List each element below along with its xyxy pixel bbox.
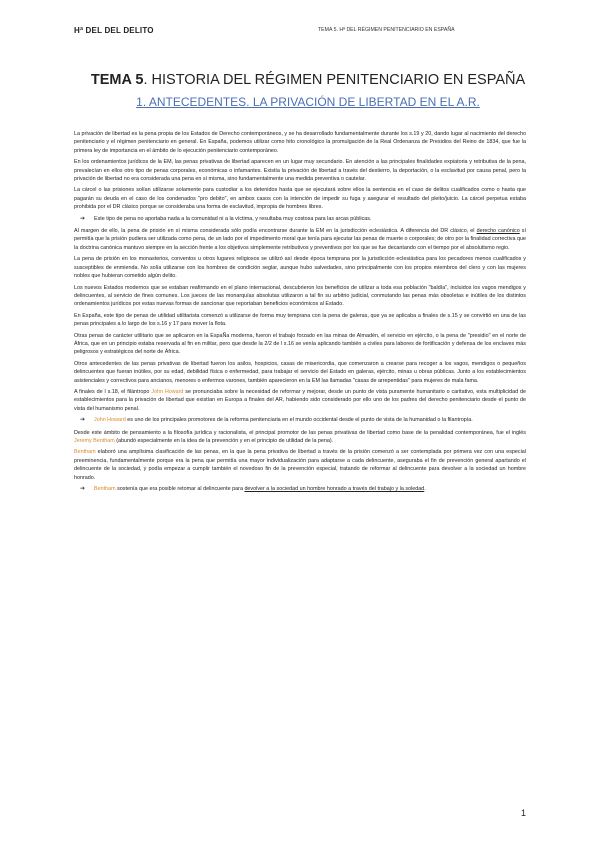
arrow-bullet-icon: ➔ (80, 486, 86, 493)
bullet-2-text: es uno de los principales promotores de la reforma penitenciaria en el mundo occidental desde el punto de vista de la humanidad o la filantropía. (125, 417, 473, 424)
name-bentham: Bentham (74, 449, 96, 456)
paragraph-3: La cárcel o las prisiones solían utilizarse solamente para custodiar a los detenidos hasta que se ejecutará sobre ellos la sentencia en el caso de delitos cualificados como o hasta que pagarán su deuda en el caso de los condenados "pro debito", en ambos casos con la intención de impedir su fuga y asegurar el resultado del pleito/juicio. La cárcel perpetua estaba prohibida por el DR clásico porque se consideraba una forma de esclavitud, impropia de hombres libres. (74, 187, 526, 211)
bullet-3-start: sostenía que era posible retomar al delincuente para (115, 486, 245, 493)
paragraph-12 (74, 448, 526, 482)
name-bentham: Bentham (94, 486, 116, 493)
bullet-3-end: . (424, 486, 426, 493)
canon-law-term: derecho canónico (476, 228, 520, 235)
paragraph-12-text: elaboró una amplísima clasificación de las penas, en la que la pena privativa de libertad a través de la prisión comenzó a ser contemplada por primera vez con una especial preeminencia, fundamentalmente porque era la pena que permitía una mayor individualización para adaptarse a cada delincuente, aseguraba el fin de prevención general apartando el delincuente de la sociedad, y podía empezar a cumplir también el novedoso fin de la prevención especial, tratando de reformar al delincuente para devolver a la sociedad un hombre honrado. (74, 449, 526, 481)
paragraph-11-start: Desde este ámbito de pensamiento a la filosofía jurídica y racionalista, el principal promotor de las penas privativas de libertad como base de la penalidad contemporánea, fue el inglés (74, 429, 526, 436)
paragraph-8: Otras penas de carácter utilitario que se aplicaron en la EspaÑa moderna, fueron el trabajo forzado en las minas de Almadén, el servicio en ejército, o la pena de "presidio" en el norte de África, que en un principio estaba reservada al fin en militar, pero que desde la 2/2 de l s.16 se venía aplicando también a civiles para labores de fortificación y defensa de los enclaves más peligrosos y estratégicos del norte de África. (74, 332, 526, 356)
paragraph-5: La pena de prisión en los monasterios, conventos u otros lugares religiosos se utilizó así desde época temprana por la jurisdicción eclesiástica para los pecadores menos cualificados y susceptibles de enmienda. No solía utilizarse con los hombres de condición seglar, aunque hubo salvedades, sino principalmente con los propios miembros del clero y con las mujeres nobles que hubieran cometido algún delito. (74, 256, 526, 280)
name-bentham: Jeremy Bentham (74, 438, 115, 444)
paragraph-10-start: A finales de l s.18, el filántropo (74, 388, 152, 395)
name-howard: John Howard (151, 388, 184, 395)
paragraph-11 (74, 429, 526, 446)
page-number: 1 (521, 808, 527, 818)
underlined-phrase: devolver a la sociedad un hombre honrado a través del trabajo y la soledad (244, 486, 425, 493)
header-course-title: Hª DEL DEL DELITO (74, 26, 154, 35)
paragraph-7: En España, este tipo de penas de utilidad utilitarista comenzó a utilizarse de forma muy temprana con la pena de galeras, que ya se aplicaba a finales de s.15 y se convirtió en una de las penas principales a lo largo de los s.16 y 17 para mover la flota. (74, 312, 526, 328)
title-rest: . HISTORIA DEL RÉGIMEN PENITENCIARIO EN ESPAÑA (143, 72, 526, 88)
section-heading: 1. ANTECEDENTES. LA PRIVACIÓN DE LIBERTAD EN EL A.R. (136, 95, 480, 109)
document-body (74, 130, 526, 497)
title-prefix: TEMA 5 (90, 72, 144, 88)
paragraph-9: Otros antecedentes de las penas privativas de libertad fueron los asilos, hospicios, casas de misericordia, que comenzaron a crearse para recoger a los vagos, mendigos o pequeños delincuentes que fueran inútiles, por su edad, debilidad física o enfermedad, para trabajar el servicio del Estado en galeras, ejército, minas u obras públicas. Junto a los establecimientos asistenciales y correctivos para ancianos, menores o enfermos varones, también aparecieron en la EM las llamadas "casas de arrepentidas" para mujeres de mala fama. (74, 360, 526, 384)
bullet-item-3 (74, 485, 526, 493)
arrow-bullet-icon: ➔ (80, 215, 86, 222)
paragraph-1: La privación de libertad es la pena propia de los Estados de Derecho contemporáneos, y se ha desarrollado fundamentalmente durante los s.19 y 20, dando lugar al nacimiento del derecho penitenciario y el régimen penitenciario en general. En España, podemos utilizar como hito cronológico la promulgación de la Real Ordenanza de Presidios del Reino de 1834, que fue la primera ley de importancia en el ámbito de lo ejecución penitenciario contemporáneo. (74, 131, 526, 154)
bullet-item-1 (74, 215, 526, 223)
paragraph-4-end: sí permitía que la prisión pudiera ser utilizada como pena, de un lado por el impedimento moral que tenía para ejecutar las penas de muerte o corporales; de otro por la finalidad correctiva que la doctrina canónica mantuvo siempre en la sección frente a los objetivos simplemente retributivos y preventivos por los que se fue decantando con el tiempo por el absolutismo regio. (74, 228, 526, 251)
bullet-item-2 (74, 416, 526, 424)
paragraph-10-end: se pronunciaba sobre la necesidad de reformar y mejorar, desde un punto de vista puramente humanitario o caritativo, esta multiplicidad de establecimientos para la privación de libertad que existían en Europa a finales del AR, habiendo sido considerado por ello uno de los padres del derecho penitenciario desde el punto de vista del humanismo penal. (74, 388, 526, 412)
header-topic-title: TEMA 5. Hª DEL RÉGIMEN PENITENCIARIO EN ESPAÑA (318, 27, 455, 33)
paragraph-11-end: (abundó especialmente en la idea de la prevención y en el principio de utilidad de la pena). (114, 438, 334, 444)
paragraph-4 (74, 227, 526, 252)
paragraph-10 (74, 388, 526, 413)
bullet-1-text: Este tipo de pena no aportaba nada a la comunidad ni a la víctima, y resultaba muy costosa para las arcas públicas. (94, 215, 372, 222)
paragraph-6: Los nuevos Estados modernos que se estaban reafirmando en el plano internacional, descubrieron los beneficios de utilizar a toda esa población "baldía", incluidos los vagos mendigos y delincuentes, al servicio de fines comunes. Los jueces de las monarquías absolutas utilizaron a tal fin su arbitrio judicial, conmutando las penas más obsoletas e inútiles de los distintos ordenamientos jurídicos por estas nuevas formas de sancionar que reportaban beneficios económicos al Estado. (74, 284, 526, 308)
paragraph-2: En los ordenamientos jurídicos de la EM, las penas privativas de libertad aparecen en un lugar muy secundario. En atención a las principales finalidades expiatoria y retributiva de la pena, prevalecían en ellos otro tipo de penas corporales, económicas o infamantes. Existía la privación de libertad a través del destierro, la deportación, o la esclavitud por causa penal, pero la privación de libertad no era considerada una pena en sí misma, sino fundamentalmente una medida preventiva o cautelar. (74, 159, 526, 183)
name-howard: John Howard (94, 417, 126, 424)
arrow-bullet-icon: ➔ (80, 417, 86, 424)
paragraph-4-start: Al margen de ello, la pena de prisión en sí misma considerada sólo podía encontrarse durante la EM en la jurisdicción eclesiástica. A diferencia del DR clásico, el (74, 228, 477, 235)
page-title (88, 72, 528, 88)
